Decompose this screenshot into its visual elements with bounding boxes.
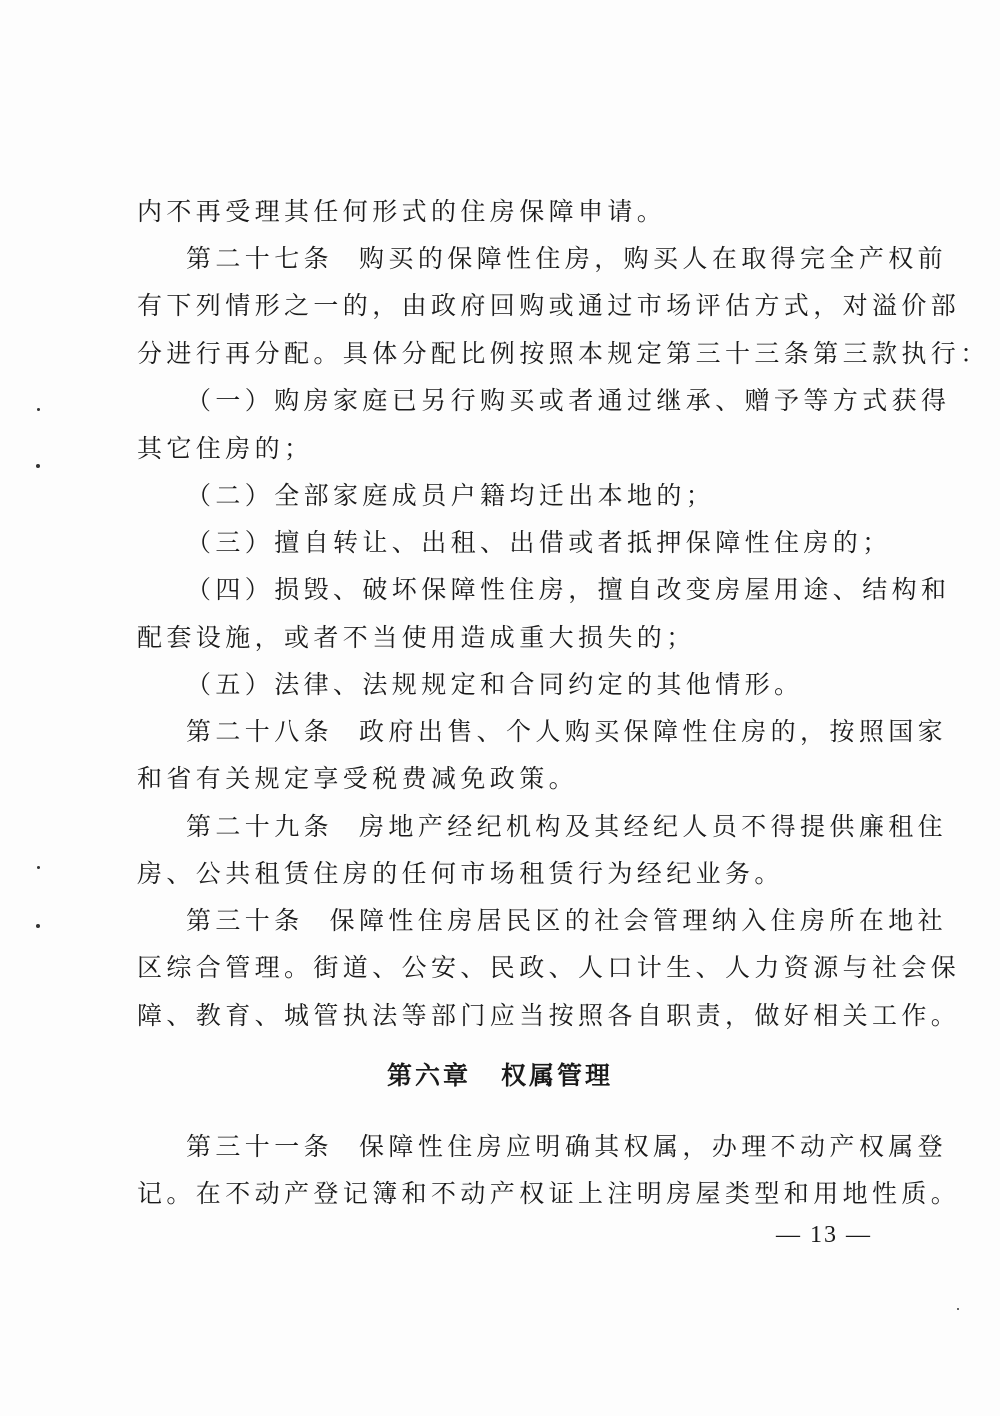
line-text: （一）购房家庭已另行购买或者通过继承、赠予等方式获得 [186,386,951,415]
line-text: （四）损毁、破坏保障性住房，擅自改变房屋用途、结构和 [186,575,951,604]
article-label: 第三十一条 [186,1132,334,1161]
line-text: （三）擅自转让、出租、出借或者抵押保障性住房的； [186,528,892,557]
list-item [186,528,892,558]
line-text: 房地产经纪机构及其经纪人员不得提供廉租住 [359,812,948,841]
scan-speck [37,866,40,869]
article-label: 第二十九条 [186,812,334,841]
text-line [137,623,696,653]
line-text: 有下列情形之一的，由政府回购或通过市场评估方式，对溢价部 [137,291,961,320]
line-text: 区综合管理。街道、公安、民政、人口计生、人力资源与社会保 [137,953,961,982]
article-label: 第二十七条 [186,244,334,273]
scan-speck [37,408,40,411]
line-text: 障、教育、城管执法等部门应当按照各自职责，做好相关工作。 [137,1001,961,1030]
line-text: 保障性住房应明确其权属，办理不动产权属登 [359,1132,948,1161]
list-item [186,575,950,605]
scan-speck [36,924,40,928]
line-text: 记。在不动产登记簿和不动产权证上注明房屋类型和用地性质。 [137,1179,961,1208]
article-29 [186,812,947,842]
scan-speck [957,1308,959,1310]
article-31 [186,1132,947,1162]
chapter-title: 权属管理 [501,1061,614,1090]
list-item [186,670,803,700]
line-text: 分进行再分配。具体分配比例按照本规定第三十三条第三款执行： [137,339,990,368]
article-label: 第三十条 [186,906,304,935]
text-line [137,1001,960,1031]
line-text: 其它住房的； [137,434,314,463]
scan-speck [36,464,40,468]
article-28 [186,717,947,747]
line-text: 房、公共租赁住房的任何市场租赁行为经纪业务。 [137,859,784,888]
article-30 [186,906,947,936]
line-text: 内不再受理其任何形式的住房保障申请。 [137,197,667,226]
article-label: 第二十八条 [186,717,334,746]
line-text: 政府出售、个人购买保障性住房的，按照国家 [359,717,948,746]
list-item [186,386,950,416]
chapter-number: 第六章 [386,1061,471,1090]
text-line [137,291,960,321]
line-text: 保障性住房居民区的社会管理纳入住房所在地社 [329,906,948,935]
line-text: 配套设施，或者不当使用造成重大损失的； [137,623,696,652]
page-number: — 13 — [776,1222,872,1248]
line-text: 购买的保障性住房，购买人在取得完全产权前 [359,244,948,273]
text-line [137,434,313,464]
text-line [137,859,784,889]
line-text: （五）法律、法规规定和合同约定的其他情形。 [186,670,804,699]
text-line [137,764,578,794]
list-item [186,481,715,511]
article-27 [186,244,947,274]
chapter-heading [0,1061,1000,1091]
line-text: （二）全部家庭成员户籍均迁出本地的； [186,481,716,510]
text-line [137,339,990,369]
text-line [137,953,960,983]
text-line [137,197,666,227]
line-text: 和省有关规定享受税费减免政策。 [137,764,579,793]
text-line [137,1179,960,1209]
